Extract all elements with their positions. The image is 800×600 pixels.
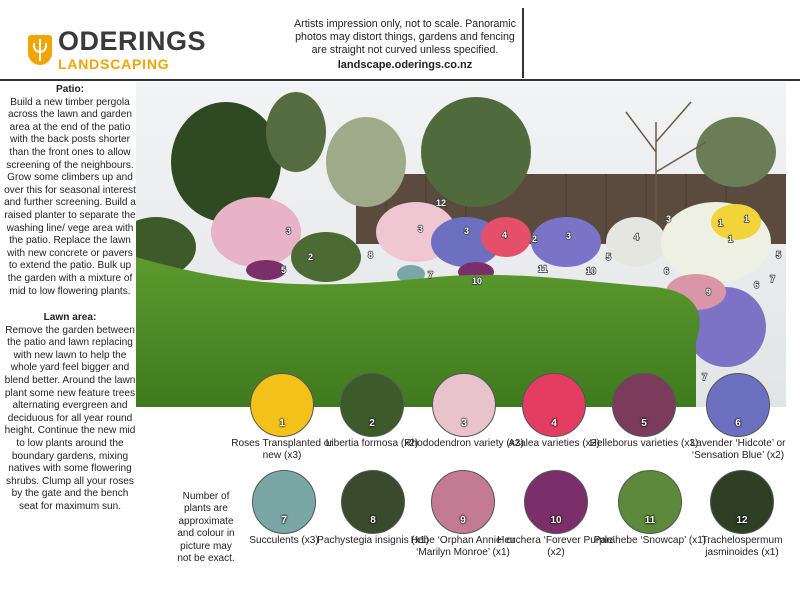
svg-text:3: 3 [464,226,470,236]
oderings-logo[interactable] [28,28,206,71]
patio-text: Build a new timber pergola across the lawn and garden area at the end of the patio with the back posts shorter than the front ones to allow screening of the neighbours. Grow some climbers up and over this for seasonal interest and further screening. Build a raised planter to separate the washing line/ vege area with the patio. Replace the lawn with new concrete or pavers to extend the patio. Bulk up the garden with a mixture of mid to low flowering plants. [4,96,136,297]
svg-text:5: 5 [606,252,612,262]
svg-text:8: 8 [368,250,374,260]
oderings-shield-icon [28,35,52,65]
svg-text:2: 2 [532,234,538,244]
plant-label: Succulents (x3) [249,535,319,546]
svg-text:6: 6 [664,266,670,276]
plant-label: Lavender ‘Hidcote’ or ‘Sensation Blue’ (x2) [690,438,786,462]
plant-label: Helleborus varieties (x3) [589,438,699,449]
svg-text:5: 5 [776,250,782,260]
website-link[interactable]: landscape.oderings.co.nz [337,59,473,71]
garden-impression-image [136,82,786,407]
svg-text:12: 12 [436,198,447,208]
helleborus-icon: 5 [612,373,676,437]
svg-text:7: 7 [428,270,434,280]
header-divider [522,8,524,78]
patio-heading: Patio: [55,84,85,95]
svg-text:10: 10 [472,276,483,286]
plant-label: Rhododendron variety (x3) [404,438,524,449]
header [0,0,800,80]
svg-text:3: 3 [566,231,572,241]
svg-text:1: 1 [718,218,724,228]
svg-text:9: 9 [706,287,712,297]
svg-text:1: 1 [744,214,750,224]
plant-label: Libertia formosa (x2) [325,438,419,449]
lawn-text: Remove the garden between the patio and lawn replacing with new lawn to help the whole yard feel bigger and blend better. Around the lawn plant some new feature trees alternating evergreen and deciduous for all year round height. Continue the new mid to low plants around the boundary gardens, mixing natives with some flowering shrubs. Clump all your roses by the gate and the bench seat for maximum sun. [4,324,136,512]
svg-text:7: 7 [770,274,776,284]
plant-label: Hebe ‘Orphan Annie’ or ‘Marilyn Monroe’ (x1) [410,535,516,559]
plant-label: Roses Transplanted or new (x3) [231,438,333,462]
description-column [4,84,136,514]
svg-text:10: 10 [586,266,597,276]
disclaimer-text: Artists impression only, not to scale. Panoramic photos may distort things, gardens and fencing are straight not curved unless specified. [294,18,516,56]
plant-label: Pachystegia insignis (x1) [317,535,429,546]
svg-text:7: 7 [702,372,708,382]
svg-text:2: 2 [308,252,314,262]
svg-text:4: 4 [634,232,640,242]
brand-sub: LANDSCAPING [58,56,170,72]
hebe-icon: 9 [431,470,495,534]
svg-text:3: 3 [286,226,292,236]
svg-text:1: 1 [728,234,734,244]
plant-card-6 [678,373,798,463]
garden-illustration [136,82,786,407]
lavender-icon: 6 [706,373,770,437]
rhododendron-icon: 3 [432,373,496,437]
succulent-icon: 7 [252,470,316,534]
header-rule [0,79,800,81]
svg-text:4: 4 [502,230,508,240]
libertia-icon: 2 [340,373,404,437]
lawn-heading: Lawn area: [43,312,97,324]
plant-label: Trachelospermum jasminoides (x1) [701,535,783,559]
plant-card-12 [682,470,800,560]
pachystegia-icon: 8 [341,470,405,534]
plant-label: Heuchera ‘Forever Purple’ (x2) [497,535,615,559]
svg-text:5: 5 [281,265,287,275]
parahebe-icon: 11 [618,470,682,534]
plant-label: Azalea varieties (x2) [508,438,600,449]
svg-text:3: 3 [418,224,424,234]
plant-label: Parahebe ‘Snowcap’ (x1) [593,535,707,546]
svg-text:6: 6 [754,280,760,290]
heuchera-icon: 10 [524,470,588,534]
jasmine-icon: 12 [710,470,774,534]
svg-text:11: 11 [538,264,548,274]
svg-text:3: 3 [666,214,672,224]
rose-icon: 1 [250,373,314,437]
azalea-icon: 4 [522,373,586,437]
disclaimer [288,18,522,72]
brand-name: ODERINGS [58,26,207,56]
plant-count-note: Number of plants are approximate and colour in picture may not be exact. [177,491,235,565]
